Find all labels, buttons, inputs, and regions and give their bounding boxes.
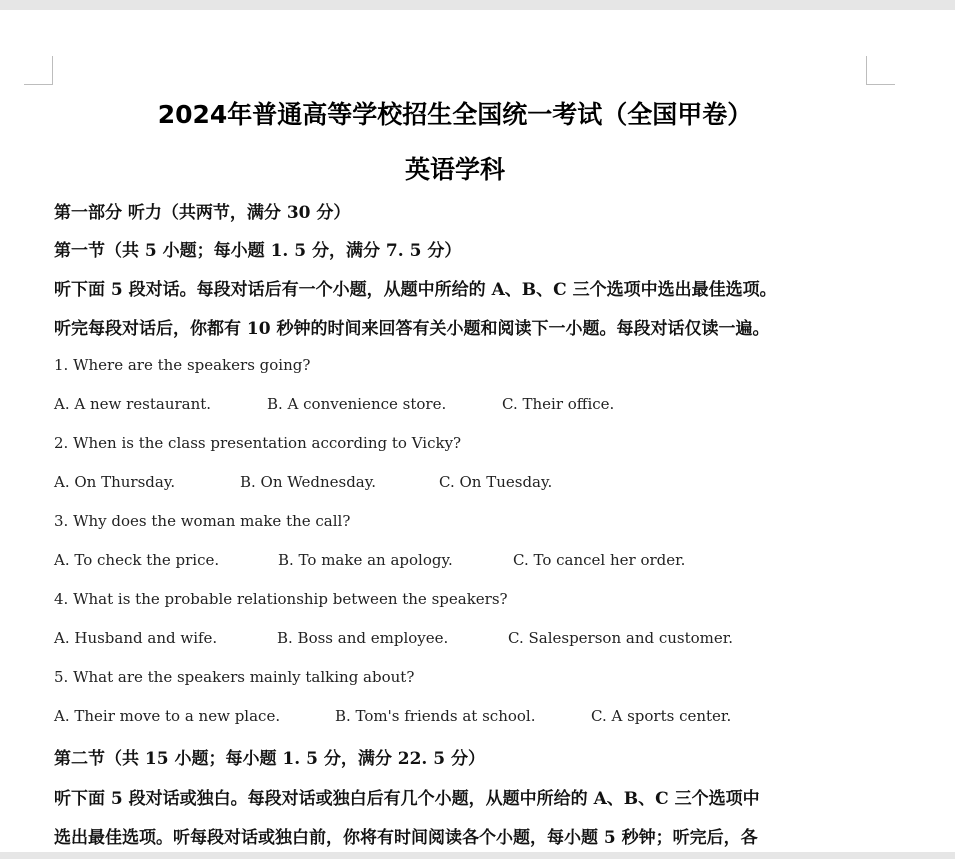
q3-option-b: B. To make an apology. — [278, 551, 453, 569]
exam-title: 2024年普通高等学校招生全国统一考试（全国甲卷） — [157, 100, 753, 129]
q2-option-c: C. On Tuesday. — [439, 473, 553, 491]
question-5: 5. What are the speakers mainly talking about? — [54, 668, 415, 686]
margin-corner-top-left — [24, 56, 53, 85]
viewer-top-strip — [0, 0, 955, 10]
q4-option-a: A. Husband and wife. — [54, 629, 218, 647]
part-heading: 第一部分 听力（共两节，满分 30 分） — [54, 203, 351, 223]
question-3: 3. Why does the woman make the call? — [54, 512, 351, 530]
q2-option-a: A. On Thursday. — [54, 473, 176, 491]
q1-option-c: C. Their office. — [502, 395, 615, 413]
q1-option-a: A. A new restaurant. — [54, 395, 212, 413]
q4-option-c: C. Salesperson and customer. — [508, 629, 734, 647]
q3-option-c: C. To cancel her order. — [513, 551, 686, 569]
instruction-line: 选出最佳选项。听每段对话或独白前，你将有时间阅读各个小题，每小题 5 秒钟；听完后，各 — [54, 828, 758, 848]
instruction-line: 听完每段对话后，你都有 10 秒钟的时间来回答有关小题和阅读下一小题。每段对话仅读一遍。 — [54, 319, 770, 339]
question-1: 1. Where are the speakers going? — [54, 356, 311, 374]
section-heading-1: 第一节（共 5 小题；每小题 1. 5 分，满分 7. 5 分） — [54, 241, 462, 261]
question-2: 2. When is the class presentation according to Vicky? — [54, 434, 462, 452]
q3-option-a: A. To check the price. — [54, 551, 220, 569]
section-heading-2: 第二节（共 15 小题；每小题 1. 5 分，满分 22. 5 分） — [54, 749, 485, 769]
question-4: 4. What is the probable relationship between the speakers? — [54, 590, 508, 608]
q2-option-b: B. On Wednesday. — [240, 473, 376, 491]
instruction-line: 听下面 5 段对话。每段对话后有一个小题，从题中所给的 A、B、C 三个选项中选出最佳选项。 — [54, 280, 777, 300]
q5-option-b: B. Tom's friends at school. — [335, 707, 536, 725]
subject-title: 英语学科 — [404, 155, 505, 184]
margin-corner-top-right — [866, 56, 895, 85]
q1-option-b: B. A convenience store. — [267, 395, 447, 413]
document-page — [0, 10, 955, 852]
viewer-bottom-strip — [0, 852, 955, 859]
q5-option-c: C. A sports center. — [591, 707, 732, 725]
q5-option-a: A. Their move to a new place. — [54, 707, 281, 725]
q4-option-b: B. Boss and employee. — [277, 629, 449, 647]
instruction-line: 听下面 5 段对话或独白。每段对话或独白后有几个小题，从题中所给的 A、B、C 三个选项中 — [54, 789, 760, 809]
